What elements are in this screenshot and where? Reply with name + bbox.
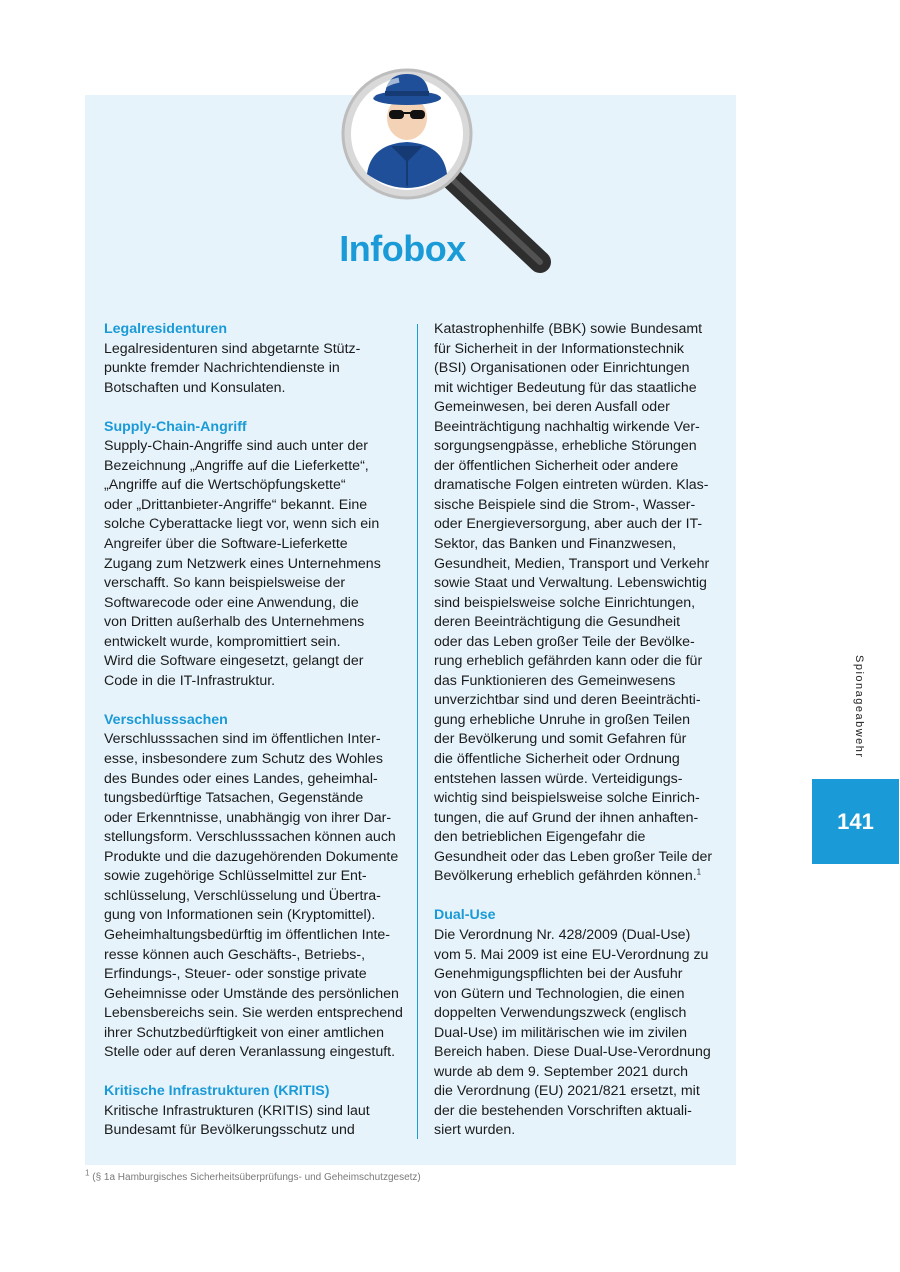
entry-text: vom 5. Mai 2009 ist eine EU-Verordnung zu [434, 946, 709, 963]
entry-heading: Kritische Infrastrukturen (KRITIS) [104, 1083, 330, 1100]
entry-text: oder das Leben großer Teile der Bevölke- [434, 633, 695, 650]
entry-text-line [104, 887, 409, 907]
entry-text-line [104, 985, 409, 1005]
entry-text-line [104, 809, 409, 829]
entry-text-line [434, 379, 724, 399]
entry-text-line [434, 828, 724, 848]
entry-text: Geheimnisse oder Umstände des persönlichen [104, 985, 399, 1002]
entry-text: der Bevölkerung und somit Gefahren für [434, 731, 687, 748]
entry-text-line [434, 691, 724, 711]
glossary-entry [434, 906, 724, 1141]
entry-text: entstehen lassen würde. Verteidigungs- [434, 770, 683, 787]
entry-text: stellungsform. Verschlusssachen können auch [104, 829, 396, 846]
entry-text: oder Erkenntnisse, unabhängig von ihrer Dar- [104, 809, 392, 826]
entry-text: sorgungsengpässe, erhebliche Störungen [434, 438, 697, 455]
entry-text-line [434, 515, 724, 535]
entry-text-line [434, 535, 724, 555]
glossary-entry [104, 418, 409, 692]
entry-text: esse, insbesondere zum Schutz des Wohles [104, 751, 383, 768]
entry-text: Genehmigungspflichten bei der Ausfuhr [434, 966, 683, 983]
entry-text-line [434, 359, 724, 379]
entry-text-line [104, 496, 409, 516]
entry-text: Die Verordnung Nr. 428/2009 (Dual-Use) [434, 926, 691, 943]
entry-text-line [434, 809, 724, 829]
entry-text: Bevölkerung erheblich gefährden können. [434, 868, 697, 885]
entry-text: solche Cyberattacke liegt vor, wenn sich ein [104, 516, 380, 533]
entry-text: das Funktionieren des Gemeinwesens [434, 672, 676, 689]
entry-text: von Dritten außerhalb des Unternehmens [104, 614, 365, 631]
entry-text-line [104, 1004, 409, 1024]
page-number: 141 [812, 779, 899, 864]
entry-text-line [104, 457, 409, 477]
entry-text-line [104, 437, 409, 457]
entry-text: Katastrophenhilfe (BBK) sowie Bundesamt [434, 321, 703, 337]
entry-text: wurde ab dem 9. September 2021 durch [434, 1063, 688, 1080]
entry-text: Bundesamt für Bevölkerungsschutz und [104, 1122, 355, 1139]
entry-text-line [434, 789, 724, 809]
entry-text: dramatische Folgen eintreten würden. Klas- [434, 477, 709, 494]
entry-text: mit wichtiger Bedeutung für das staatliche [434, 379, 697, 396]
entry-text-line [104, 340, 409, 360]
entry-text: Sektor, das Banken und Finanzwesen, [434, 536, 677, 553]
glossary-entry [104, 711, 409, 1063]
entry-text-line [104, 652, 409, 672]
entry-text-line [104, 535, 409, 555]
entry-text: sische Beispiele sind die Strom-, Wasser- [434, 496, 696, 513]
entry-text-line [104, 1102, 409, 1122]
entry-text: für Sicherheit in der Informationstechnik [434, 340, 684, 357]
entry-text-line [434, 555, 724, 575]
entry-text-line [434, 750, 724, 770]
entry-text: Gemeinwesen, bei deren Ausfall oder [434, 399, 670, 416]
entry-text: der die bestehenden Vorschriften aktuali- [434, 1102, 692, 1119]
entry-text-line [434, 926, 724, 946]
entry-text-line [104, 828, 409, 848]
entry-text-line [104, 594, 409, 614]
entry-text: Angreifer über die Software-Lieferkette [104, 536, 348, 553]
entry-text: unverzichtbar sind und deren Beeinträchti- [434, 692, 701, 709]
entry-text-line [104, 379, 409, 399]
entry-text-line [434, 496, 724, 516]
entry-text: des Bundes oder eines Landes, geheimhal- [104, 770, 378, 787]
entry-text-line [104, 789, 409, 809]
entry-text-line [104, 476, 409, 496]
entry-text: Gesundheit, Medien, Transport und Verkehr [434, 555, 710, 572]
entry-text: punkte fremder Nachrichtendienste in [104, 360, 340, 377]
entry-text: rung erheblich gefährden kann oder die für [434, 653, 703, 670]
entry-text-line [434, 867, 724, 887]
entry-text-line [434, 652, 724, 672]
entry-text: Kritische Infrastrukturen (KRITIS) sind laut [104, 1102, 370, 1119]
entry-text: Geheimhaltungsbedürftig im öffentlichen Inte- [104, 926, 391, 943]
entry-text-line [434, 633, 724, 653]
entry-text: (BSI) Organisationen oder Einrichtungen [434, 360, 690, 377]
glossary-entry [104, 1082, 409, 1141]
entry-text-line [434, 985, 724, 1005]
entry-text: Zugang zum Netzwerk eines Unternehmens [104, 555, 381, 572]
entry-text: sowie Staat und Verwaltung. Lebenswichtig [434, 575, 707, 592]
entry-text: Gesundheit oder das Leben großer Teile der [434, 848, 713, 865]
entry-text-line [434, 1004, 724, 1024]
entry-text-line [434, 711, 724, 731]
entry-text: Dual-Use) im militärischen wie im zivilen [434, 1024, 688, 1041]
entry-text-line [104, 613, 409, 633]
entry-text-line [434, 1102, 724, 1122]
infobox-title: Infobox [339, 228, 466, 269]
entry-text: Produkte und die dazugehörenden Dokumente [104, 848, 399, 865]
footnote [85, 1168, 421, 1183]
entry-text: „Angriffe auf die Wertschöpfungskette“ [104, 477, 346, 494]
entry-text-line [104, 906, 409, 926]
entry-text-line [434, 398, 724, 418]
glossary-entry [104, 320, 409, 398]
entry-text: gung erhebliche Unruhe in großen Teilen [434, 711, 691, 728]
entry-text: resse können auch Geschäfts-, Betriebs-, [104, 946, 366, 963]
entry-text-line [434, 1121, 724, 1141]
entry-text: von Gütern und Technologien, die einen [434, 985, 685, 1002]
entry-text-line [434, 437, 724, 457]
entry-text: die Verordnung (EU) 2021/821 ersetzt, mit [434, 1083, 700, 1100]
entry-text-line [434, 457, 724, 477]
chapter-label: Spionageabwehr [853, 655, 865, 759]
entry-text-line [434, 965, 724, 985]
entry-text: Stelle oder auf deren Veranlassung eingestuft. [104, 1044, 396, 1061]
entry-heading: Legalresidenturen [104, 321, 227, 337]
entry-heading: Dual-Use [434, 907, 496, 924]
entry-text-line [434, 730, 724, 750]
entry-text: Legalresidenturen sind abgetarnte Stütz- [104, 340, 361, 357]
right-column [434, 320, 724, 1141]
entry-text-line [104, 515, 409, 535]
entry-text: oder „Drittanbieter-Angriffe“ bekannt. Eine [104, 496, 368, 513]
entry-text-line [434, 340, 724, 360]
entry-text: sowie zugehörige Schlüsselmittel zur Ent- [104, 868, 367, 885]
entry-text-line [104, 946, 409, 966]
entry-text-line [434, 672, 724, 692]
entry-text: tungsbedürftige Tatsachen, Gegenstände [104, 790, 364, 807]
entry-text-line [434, 946, 724, 966]
entry-text: Bezeichnung „Angriffe auf die Lieferkette“, [104, 457, 369, 474]
entry-text: den betrieblichen Eigengefahr die [434, 829, 646, 846]
entry-text-line [434, 594, 724, 614]
entry-text: die öffentliche Sicherheit oder Ordnung [434, 751, 680, 768]
entry-text: Code in die IT-Infrastruktur. [104, 672, 276, 689]
entry-text-line [434, 1043, 724, 1063]
footnote-reference: 1 [696, 867, 702, 877]
entry-text-line [104, 633, 409, 653]
entry-text-line [104, 1024, 409, 1044]
entry-text-line [434, 770, 724, 790]
entry-text: Bereich haben. Diese Dual-Use-Verordnung [434, 1044, 711, 1061]
entry-text-line [104, 1121, 409, 1141]
entry-text-line [104, 574, 409, 594]
entry-text: verschafft. So kann beispielsweise der [104, 575, 346, 592]
entry-text: der öffentlichen Sicherheit oder andere [434, 457, 679, 474]
entry-text-line [434, 1082, 724, 1102]
entry-text: Botschaften und Konsulaten. [104, 379, 286, 396]
entry-text: Wird die Software eingesetzt, gelangt der [104, 653, 364, 670]
entry-heading: Supply-Chain-Angriff [104, 418, 247, 435]
entry-text-line [104, 867, 409, 887]
entry-heading: Verschlusssachen [104, 711, 228, 728]
entry-text: Erfindungs-, Steuer- oder sonstige private [104, 966, 367, 983]
entry-text-line [434, 848, 724, 868]
glossary-entry [434, 320, 724, 887]
entry-text: deren Beeinträchtigung die Gesundheit [434, 614, 681, 631]
entry-text-line [434, 574, 724, 594]
entry-text: siert wurden. [434, 1122, 516, 1139]
entry-text-line [434, 476, 724, 496]
entry-text-line [104, 965, 409, 985]
entry-text: Supply-Chain-Angriffe sind auch unter der [104, 438, 368, 455]
footnote-text: (§ 1a Hamburgisches Sicherheitsüberprüfungs- und Geheimschutzgesetz) [92, 1172, 421, 1183]
entry-text: entwickelt wurde, kompromittiert sein. [104, 633, 341, 650]
entry-text-line [104, 1043, 409, 1063]
entry-text-line [104, 359, 409, 379]
entry-text: wichtig sind beispielsweise solche Einrich- [434, 790, 700, 807]
entry-text: ihrer Schutzbedürftigkeit von einer amtlichen [104, 1024, 384, 1041]
footnote-number: 1 [85, 1168, 90, 1178]
entry-text-line [104, 770, 409, 790]
entry-text-line [104, 848, 409, 868]
entry-text: doppelten Verwendungszweck (englisch [434, 1005, 687, 1022]
entry-text-line [434, 418, 724, 438]
column-divider [417, 324, 418, 1139]
entry-text-line [434, 1063, 724, 1083]
entry-text-line [434, 613, 724, 633]
entry-text: gung von Informationen sein (Kryptomittel). [104, 907, 376, 924]
entry-text-line [434, 1024, 724, 1044]
entry-text-line [104, 926, 409, 946]
entry-text: Softwarecode oder eine Anwendung, die [104, 594, 359, 611]
entry-text: Verschlusssachen sind im öffentlichen Inter- [104, 731, 381, 748]
entry-text: schlüsselung, Verschlüsselung und Übertra- [104, 887, 381, 904]
entry-text-line [104, 672, 409, 692]
entry-text: tungen, die auf Grund der ihnen anhaften- [434, 809, 699, 826]
entry-text: Beeinträchtigung nachhaltig wirkende Ver- [434, 418, 700, 435]
entry-text-line [104, 730, 409, 750]
entry-text: sind beispielsweise solche Einrichtungen, [434, 594, 696, 611]
entry-text-line [434, 320, 724, 340]
left-column [104, 320, 409, 1141]
entry-text: oder Energieversorgung, aber auch der IT- [434, 516, 703, 533]
entry-text: Lebensbereichs sein. Sie werden entsprechend [104, 1005, 403, 1022]
entry-text-line [104, 555, 409, 575]
entry-text-line [104, 750, 409, 770]
